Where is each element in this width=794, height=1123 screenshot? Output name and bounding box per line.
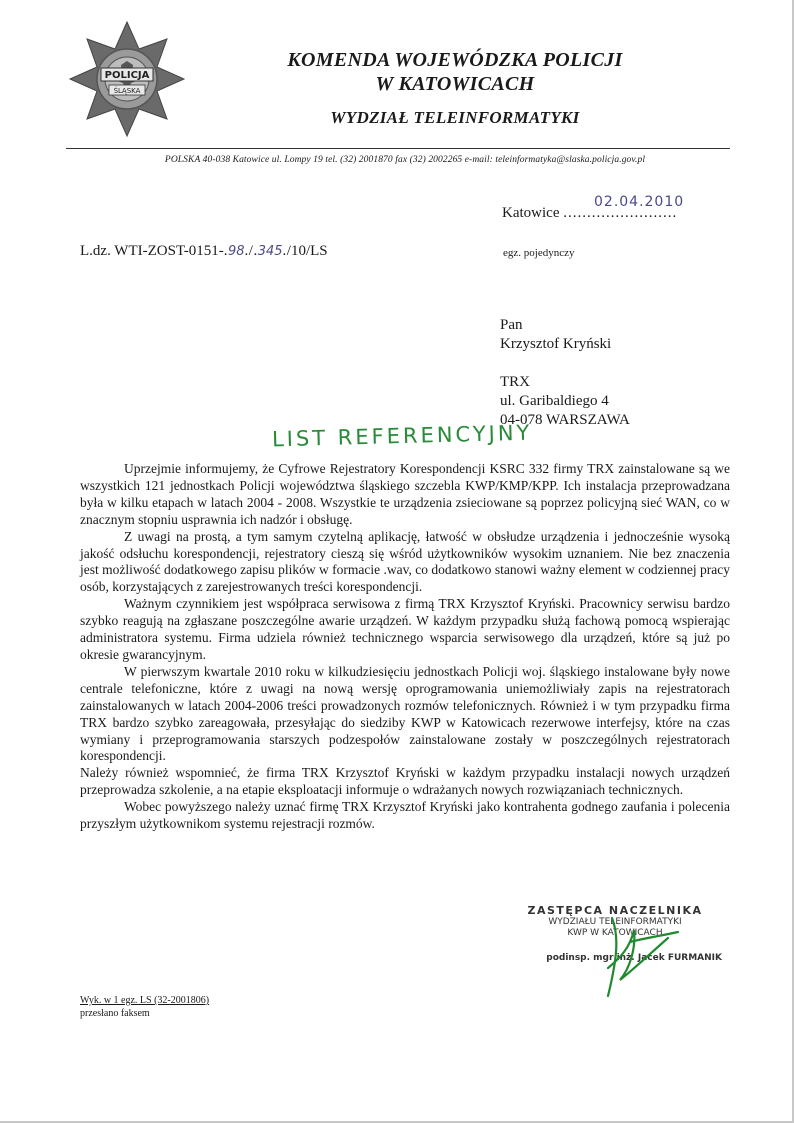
executed-note: Wyk. w 1 egz. LS (32-2001806) bbox=[80, 995, 210, 1006]
reference-handwritten-1: 98 bbox=[227, 244, 245, 259]
title-line-1: KOMENDA WOJEWÓDZKA POLICJI bbox=[287, 49, 623, 71]
reference-prefix: L.dz. WTI-ZOST-0151- bbox=[80, 243, 224, 259]
letter-body bbox=[80, 461, 730, 833]
police-star-logo-icon bbox=[68, 20, 186, 138]
fax-note: przesłano faksem bbox=[80, 1008, 150, 1019]
body-paragraph-6: Wobec powyższego należy uznać firmę TRX Krzysztof Kryński jako kontrahenta godnego zaufania i polecenia przyszłym użytkownikom systemu rejestracji rozmów. bbox=[80, 799, 730, 832]
date-dots: ........................ bbox=[563, 205, 678, 221]
signatory-role: ZASTĘPCA NACZELNIKA bbox=[527, 904, 703, 917]
reference-handwritten-2: 345 bbox=[257, 244, 283, 259]
handwritten-title: LIST REFERENCYJNY bbox=[271, 420, 533, 452]
signatory-dept-line-1: WYDZIAŁU TELEINFORMATYKI bbox=[548, 917, 682, 927]
body-paragraph-4: W pierwszym kwartale 2010 roku w kilkudziesięciu jednostkach Policji woj. śląskiego instalowane były nowe centrale telefoniczne, które z uwagi na nową wersję oprogramowania uniemożliwiały zapis na rejestratorach zainstalowanych w latach 2004-2006 treści prowadzonych rozmów telefonicznych. Również i w tym przypadku firma TRX bardzo szybko zareagowała, przesyłając do siedziby KWP w Katowicach rezerwowe interfejsy, które na czas wymiany i przeprogramowania starszych podzespołów zainstalowane zostały w poszczególnych rejestratorach korespondencji. bbox=[80, 663, 730, 764]
body-paragraph-1: Uprzejmie informujemy, że Cyfrowe Rejestratory Korespondencji KSRC 332 firmy TRX zainstalowane są we wszystkich 121 jednostkach Policji województwa śląskiego szczebla KWP/KMP/KPP. Ich instalacja przeprowadzana była w kilku etapach w latach 2004 - 2008. Wszystkie te urządzenia zsieciowane są poprzez policyjną sieć WAN, co w znacznym stopniu usprawnia ich nadzór i obsługę. bbox=[80, 461, 730, 527]
body-paragraph-2: Z uwagi na prostą, a tym samym czytelną aplikację, łatwość w obsłudze urządzenia i jednocześnie wysoką jakość odsłuchu korespondencji, rejestratory cieszą się wśród użytkowników wysokim uznaniem. Nie bez znaczenia jest możliwość dodatkowego zapisu plików w formacie .wav, co dodatkowo stanowi ważny element w codziennej pracy osób, korzystających z zarejestrowanych treści korespondencji. bbox=[80, 528, 730, 595]
handwritten-date: 02.04.2010 bbox=[594, 194, 685, 210]
logo-top-text: POLICJA bbox=[104, 70, 150, 81]
header-divider bbox=[66, 148, 730, 149]
recipient-company: TRX bbox=[500, 374, 530, 390]
place-name: Katowice bbox=[502, 205, 560, 221]
recipient-city: 04-078 WARSZAWA bbox=[500, 412, 630, 428]
department-heading: WYDZIAŁ TELEINFORMATYKI bbox=[330, 108, 580, 127]
recipient-salutation: Pan bbox=[500, 317, 523, 333]
handwritten-signature-icon bbox=[590, 908, 690, 1003]
signatory-name: podinsp. mgr inż. Jacek FURMANIK bbox=[546, 953, 722, 963]
contact-line: POLSKA 40-038 Katowice ul. Lompy 19 tel. (32) 2001870 fax (32) 2002265 e-mail: teleinformatyka@slaska.policja.gov.pl bbox=[164, 155, 646, 165]
copy-type: egz. pojedynczy bbox=[503, 247, 575, 259]
page-title bbox=[240, 48, 670, 96]
recipient-address bbox=[500, 316, 630, 430]
recipient-street: ul. Garibaldiego 4 bbox=[500, 393, 609, 409]
recipient-name: Krzysztof Kryński bbox=[500, 336, 612, 352]
reference-suffix: /10/LS bbox=[286, 243, 328, 259]
signatory-dept-line-2: KWP W KATOWICACH bbox=[567, 928, 663, 938]
body-paragraph-5: Należy również wspomnieć, że firma TRX Krzysztof Kryński w każdym przypadku instalacji nowych urządzeń przeprowadza szkolenie, a na etapie eksploatacji informuje o wdrażanych nowych rozwiązaniach technicznych. bbox=[80, 765, 730, 798]
title-line-2: W KATOWICACH bbox=[375, 73, 535, 95]
logo-bottom-text: ŚLĄSKA bbox=[113, 87, 141, 95]
body-paragraph-3: Ważnym czynnikiem jest współpraca serwisowa z firmą TRX Krzysztof Kryński. Pracownicy serwisu bardzo szybko reagują na zgłaszane poszczególne awarie urządzeń. W każdym przypadku służą fachową pomocą wspierając administratora systemu. Firma udziela również technicznego wsparcia serwisowego dla urządzeń, które są już po okresie gwarancyjnym. bbox=[80, 596, 730, 662]
reference-number: L.dz. WTI-ZOST-0151-.98./.345./10/LS bbox=[80, 243, 328, 259]
